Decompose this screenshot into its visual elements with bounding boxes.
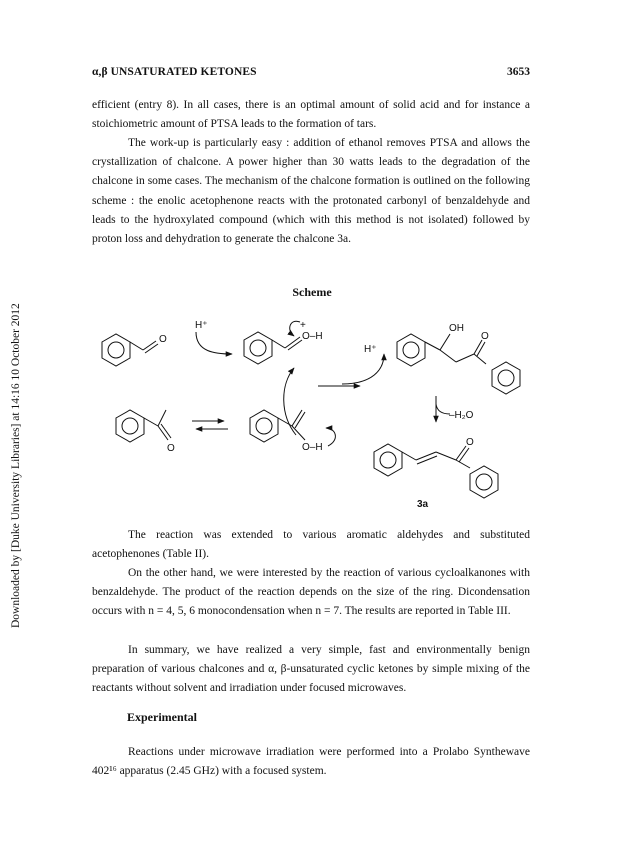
scheme-title: Scheme <box>292 285 332 299</box>
proton-label-2: H⁺ <box>364 344 377 355</box>
paragraph-2: The work-up is particularly easy : addition of ethanol removes PTSA and allows the crystallization of chalcone. A power higher than 30 watts leads to the degradation of the chalcone in some cases. The mechanism of the chalcone formation is outlined on the following scheme : the enolic acetophenone reacts with the protonated carbonyl of benzaldehyde and leads to the hydroxylated compound (which with this method is not isolated) followed by proton loss and dehydration to generate the chalcone 3a. <box>92 137 530 246</box>
page-number: 3653 <box>507 66 530 78</box>
download-watermark: Downloaded by [Duke University Libraries] at 14:16 10 October 2012 <box>10 303 22 628</box>
acetophenone-oxygen: O <box>167 443 175 454</box>
paragraph-3: The reaction was extended to various aromatic aldehydes and substituted acetophenones (Table II). <box>92 529 530 561</box>
protonation-arrow <box>196 332 232 354</box>
protonated-oxygen: O–H <box>302 331 323 342</box>
positive-charge: + <box>300 320 306 331</box>
experimental-heading: Experimental <box>127 710 197 724</box>
paragraph-4: On the other hand, we were interested by the reaction of various cycloalkanones with benzaldehyde. The product of the reaction depends on the size of the ring. Dicondensation occurs with n = 4, 5, 6 monocondensation when n = 7. The results are reported in Table III. <box>92 567 530 618</box>
paragraph-1: efficient (entry 8). In all cases, there is an optimal amount of solid acid and for instance a stoichiometric amount of PTSA leads to the formation of tars. <box>92 99 530 131</box>
benzaldehyde-structure <box>102 334 167 366</box>
running-title: α,β UNSATURATED KETONES <box>92 66 257 78</box>
acetophenone-structure <box>116 410 175 454</box>
deprotonation-arrow <box>342 354 384 384</box>
hydroxylated-compound-structure <box>397 323 520 394</box>
water-loss-label: –H₂O <box>449 410 474 421</box>
enol-hydroxyl: O–H <box>302 442 323 453</box>
benzaldehyde-oxygen: O <box>159 334 167 345</box>
chalcone-oxygen: O <box>466 437 474 448</box>
paragraph-6: Reactions under microwave irradiation were performed into a Prolabo Synthewave 402¹⁶ apparatus (2.45 GHz) with a focused system. <box>92 746 530 778</box>
proton-label: H⁺ <box>195 320 208 331</box>
enol-structure <box>250 410 335 453</box>
compound-label: 3a <box>417 499 429 510</box>
ketone-oxygen: O <box>481 331 489 342</box>
running-header <box>92 66 530 82</box>
protonated-benzaldehyde-structure <box>244 320 323 364</box>
chalcone-3a-structure <box>374 437 498 510</box>
hydroxyl-label: OH <box>449 323 464 334</box>
reaction-scheme <box>0 305 624 515</box>
paragraph-5: In summary, we have realized a very simple, fast and environmentally benign preparation of various chalcones and α, β-unsaturated cyclic ketones by simple mixing of the reactants without solvent and irradiation under focused microwaves. <box>92 644 530 695</box>
